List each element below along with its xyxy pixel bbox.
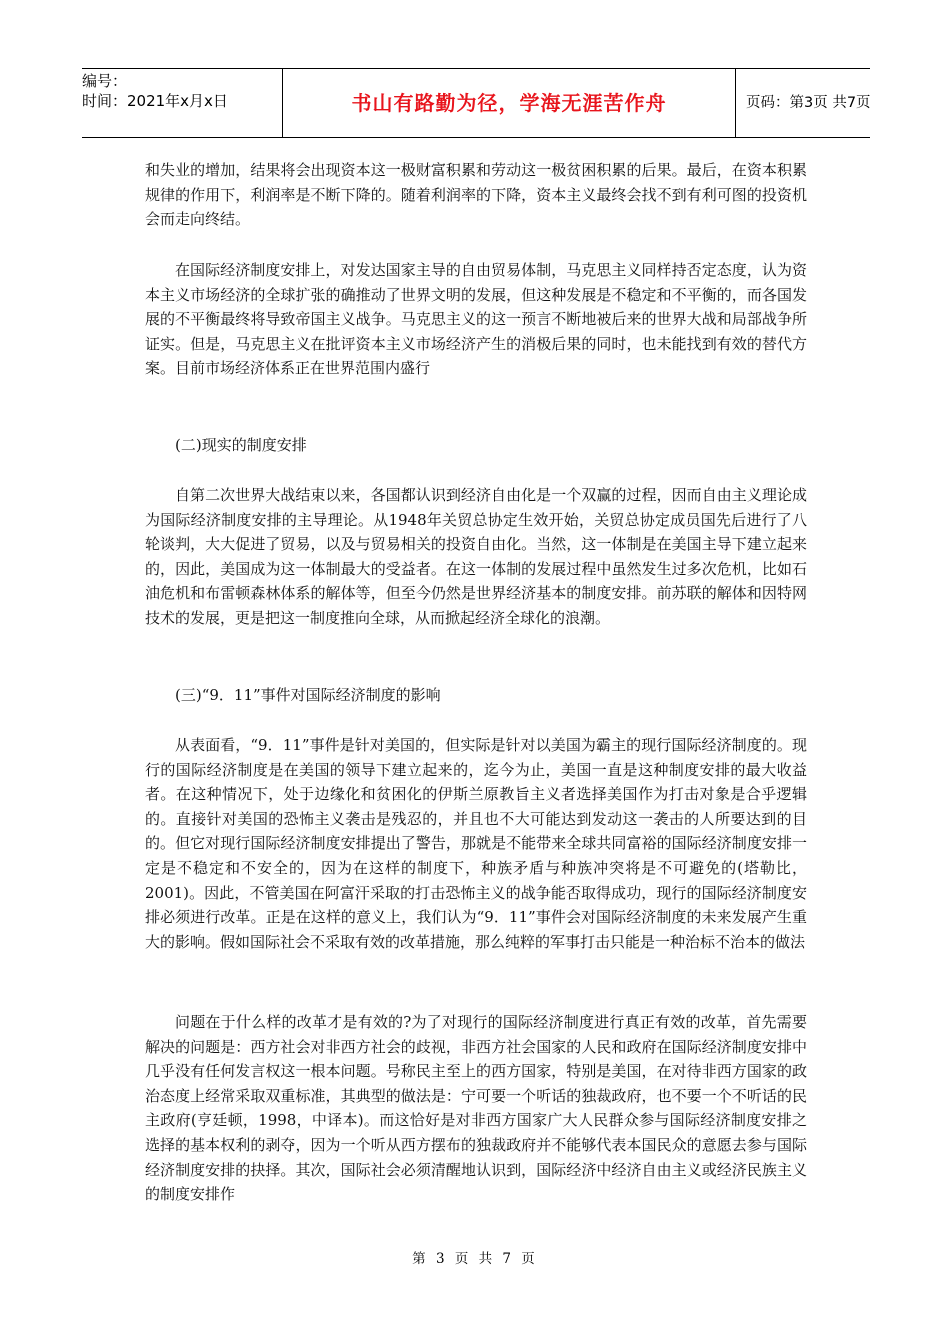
paragraph-2-block <box>145 258 807 381</box>
paragraph-4-block <box>145 733 807 954</box>
section-heading-2-block <box>145 433 807 457</box>
paragraph-3-block <box>145 483 807 631</box>
paragraph-4: 从表面看，“9．11”事件是针对美国的，但实际是针对以美国为霸主的现行国际经济制度的。现行的国际经济制度是在美国的领导下建立起来的，迄今为止，美国一直是这种制度安排的最大收益者。在这种情况下，处于边缘化和贫困化的伊斯兰原教旨主义者选择美国作为打击对象是合乎逻辑的。直接针对美国的恐怖主义袭击是残忍的，并且也不大可能达到发动这一袭击的人所要达到的目的。但它对现行国际经济制度安排提出了警告，那就是不能带来全球共同富裕的国际经济制度安排一定是不稳定和不安全的，因为在这样的制度下，种族矛盾与种族冲突将是不可避免的(塔勒比，2001)。因此，不管美国在阿富汗采取的打击恐怖主义的战争能否取得成功，现行的国际经济制度安排必须进行改革。正是在这样的意义上，我们认为“9．11”事件会对国际经济制度的未来发展产生重大的影响。假如国际社会不采取有效的改革措施，那么纯粹的军事打击只能是一种治标不治本的做法 <box>145 736 807 951</box>
header-motto: 书山有路勤为径，学海无涯苦作舟 <box>282 69 736 137</box>
paragraph-2: 在国际经济制度安排上，对发达国家主导的自由贸易体制，马克思主义同样持否定态度，认为资本主义市场经济的全球扩张的确推动了世界文明的发展，但这种发展是不稳定和不平衡的，而各国发展的不平衡最终将导致帝国主义战争。马克思主义的这一预言不断地被后来的世界大战和局部战争所证实。但是，马克思主义在批评资本主义市场经济产生的消极后果的同时，也未能找到有效的替代方案。目前市场经济体系正在世界范围内盛行 <box>145 261 807 378</box>
header-meta <box>82 69 282 137</box>
page-footer: 第 3 页 共 7 页 <box>412 1251 538 1267</box>
paragraph-5: 问题在于什么样的改革才是有效的?为了对现行的国际经济制度进行真正有效的改革，首先需要解决的问题是：西方社会对非西方社会的歧视，非西方社会国家的人民和政府在国际经济制度安排中几乎没有任何发言权这一根本问题。号称民主至上的西方国家，特别是美国，在对待非西方国家的政治态度上经常采取双重标准，其典型的做法是：宁可要一个听话的独裁政府，也不要一个不听话的民主政府(亨廷顿，1998，中译本)。而这恰好是对非西方国家广大人民群众参与国际经济制度安排之选择的基本权利的剥夺，因为一个听从西方摆布的独裁政府并不能够代表本国民众的意愿去参与国际经济制度安排的抉择。其次，国际社会必须清醒地认识到，国际经济中经济自由主义或经济民族主义的制度安排作 <box>145 1013 807 1204</box>
document-number-label: 编号： <box>82 72 128 90</box>
paragraph-3: 自第二次世界大战结束以来，各国都认识到经济自由化是一个双赢的过程，因而自由主义理论成为国际经济制度安排的主导理论。从1948年关贸总协定生效开始，关贸总协定成员国先后进行了八轮谈判，大大促进了贸易，以及与贸易相关的投资自由化。当然，这一体制是在美国主导下建立起来的，因此，美国成为这一体制最大的受益者。在这一体制的发展过程中虽然发生过多次危机，比如石油危机和布雷顿森林体系的解体等，但至今仍然是世界经济基本的制度安排。前苏联的解体和因特网技术的发展，更是把这一制度推向全球，从而掀起经济全球化的浪潮。 <box>145 486 807 627</box>
page-header <box>82 68 870 138</box>
section-heading-2: (二)现实的制度安排 <box>175 436 307 454</box>
paragraph-5-block <box>145 1010 807 1207</box>
document-time-label: 时间：2021年x月x日 <box>82 92 228 110</box>
section-heading-3-block <box>145 683 807 707</box>
header-page-number: 页码：第3页 共7页 <box>746 95 871 111</box>
section-heading-3: (三)“9．11”事件对国际经济制度的影响 <box>175 686 441 704</box>
paragraph-1: 和失业的增加，结果将会出现资本这一极财富积累和劳动这一极贫困积累的后果。最后，在资本积累规律的作用下，利润率是不断下降的。随着利润率的下降，资本主义最终会找不到有利可图的投资机会而走向终结。 <box>145 161 807 229</box>
paragraph-1-block <box>145 158 807 232</box>
